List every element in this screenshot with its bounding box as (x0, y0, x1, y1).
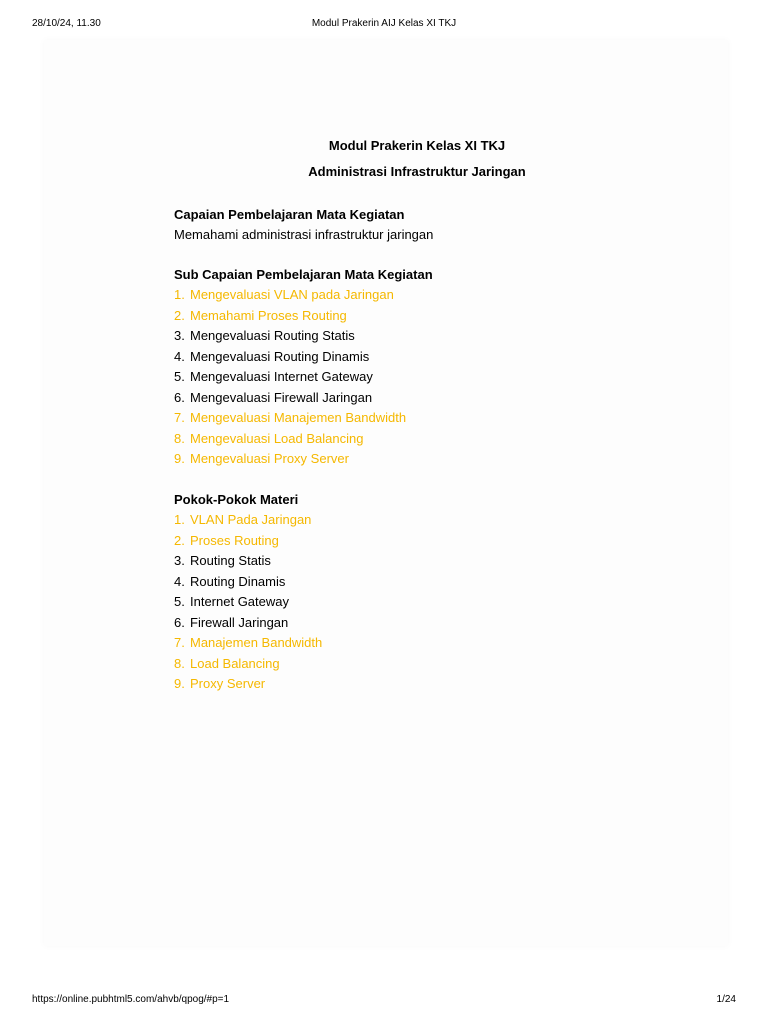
sub-capaian-list (174, 285, 406, 470)
topic-link[interactable] (174, 306, 406, 327)
list-number: 4. (174, 573, 185, 589)
capaian-text: Memahami administrasi infrastruktur jaringan (174, 227, 434, 242)
list-item-label: Mengevaluasi Routing Statis (190, 328, 355, 343)
topic-link[interactable] (174, 654, 322, 675)
list-number: 8. (174, 430, 185, 446)
print-datetime: 28/10/24, 11.30 (32, 18, 101, 29)
topic-link[interactable] (174, 449, 406, 470)
topic-link[interactable] (174, 408, 406, 429)
capaian-heading: Capaian Pembelajaran Mata Kegiatan (174, 207, 405, 222)
sub-capaian-heading: Sub Capaian Pembelajaran Mata Kegiatan (174, 267, 433, 282)
topic-link[interactable] (174, 633, 322, 654)
list-number: 7. (174, 635, 185, 650)
list-item-label[interactable]: VLAN Pada Jaringan (190, 512, 312, 527)
list-item-label[interactable]: Manajemen Bandwidth (190, 635, 323, 650)
list-item-label: Mengevaluasi Internet Gateway (190, 369, 373, 384)
list-item (174, 613, 322, 634)
list-number: 2. (174, 307, 185, 323)
topic-link[interactable] (174, 285, 406, 306)
list-item (174, 592, 322, 613)
topic-link[interactable] (174, 674, 322, 695)
document-content (44, 40, 728, 946)
list-item (174, 572, 322, 593)
document-title: Modul Prakerin Kelas XI TKJ (328, 138, 506, 153)
print-url: https://online.pubhtml5.com/ahvb/qpog/#p=1 (32, 994, 230, 1005)
print-footer (32, 994, 736, 1008)
list-number: 6. (174, 389, 185, 405)
list-item-label: Firewall Jaringan (190, 614, 289, 630)
list-number: 4. (174, 348, 185, 364)
topic-link[interactable] (174, 429, 406, 450)
list-item-label[interactable]: Mengevaluasi Manajemen Bandwidth (190, 410, 407, 425)
list-item-label[interactable]: Proses Routing (190, 532, 279, 548)
page-number: 1/24 (716, 994, 736, 1005)
list-item-label[interactable]: Proxy Server (190, 676, 266, 691)
list-item-label[interactable]: Memahami Proses Routing (190, 307, 347, 323)
list-item-label[interactable]: Mengevaluasi VLAN pada Jaringan (190, 287, 394, 302)
list-number: 3. (174, 553, 185, 568)
list-number: 2. (174, 532, 185, 548)
list-item (174, 347, 406, 368)
list-item-label: Mengevaluasi Routing Dinamis (190, 348, 370, 364)
list-item-label[interactable]: Load Balancing (190, 655, 280, 671)
pokok-materi-heading: Pokok-Pokok Materi (174, 492, 299, 507)
list-item-label[interactable]: Mengevaluasi Load Balancing (190, 430, 364, 446)
list-item (174, 367, 406, 388)
list-item-label[interactable]: Mengevaluasi Proxy Server (190, 451, 349, 466)
list-number: 1. (174, 512, 185, 527)
topic-link[interactable] (174, 531, 322, 552)
list-number: 8. (174, 655, 185, 671)
list-number: 1. (174, 287, 185, 302)
list-item (174, 326, 406, 347)
document-page (44, 40, 728, 946)
list-number: 7. (174, 410, 185, 425)
document-subtitle: Administrasi Infrastruktur Jaringan (308, 164, 526, 179)
list-item-label: Routing Statis (190, 553, 271, 568)
print-header (32, 18, 736, 32)
list-number: 5. (174, 369, 185, 384)
list-item-label: Mengevaluasi Firewall Jaringan (190, 389, 373, 405)
list-item (174, 388, 406, 409)
list-number: 3. (174, 328, 185, 343)
list-number: 9. (174, 676, 185, 691)
print-document-title: Modul Prakerin AIJ Kelas XI TKJ (311, 18, 457, 29)
list-item-label: Routing Dinamis (190, 573, 286, 589)
topic-link[interactable] (174, 510, 322, 531)
list-item (174, 551, 322, 572)
list-number: 6. (174, 614, 185, 630)
list-item-label: Internet Gateway (190, 594, 289, 609)
pokok-materi-list (174, 510, 322, 695)
list-number: 5. (174, 594, 185, 609)
list-number: 9. (174, 451, 185, 466)
